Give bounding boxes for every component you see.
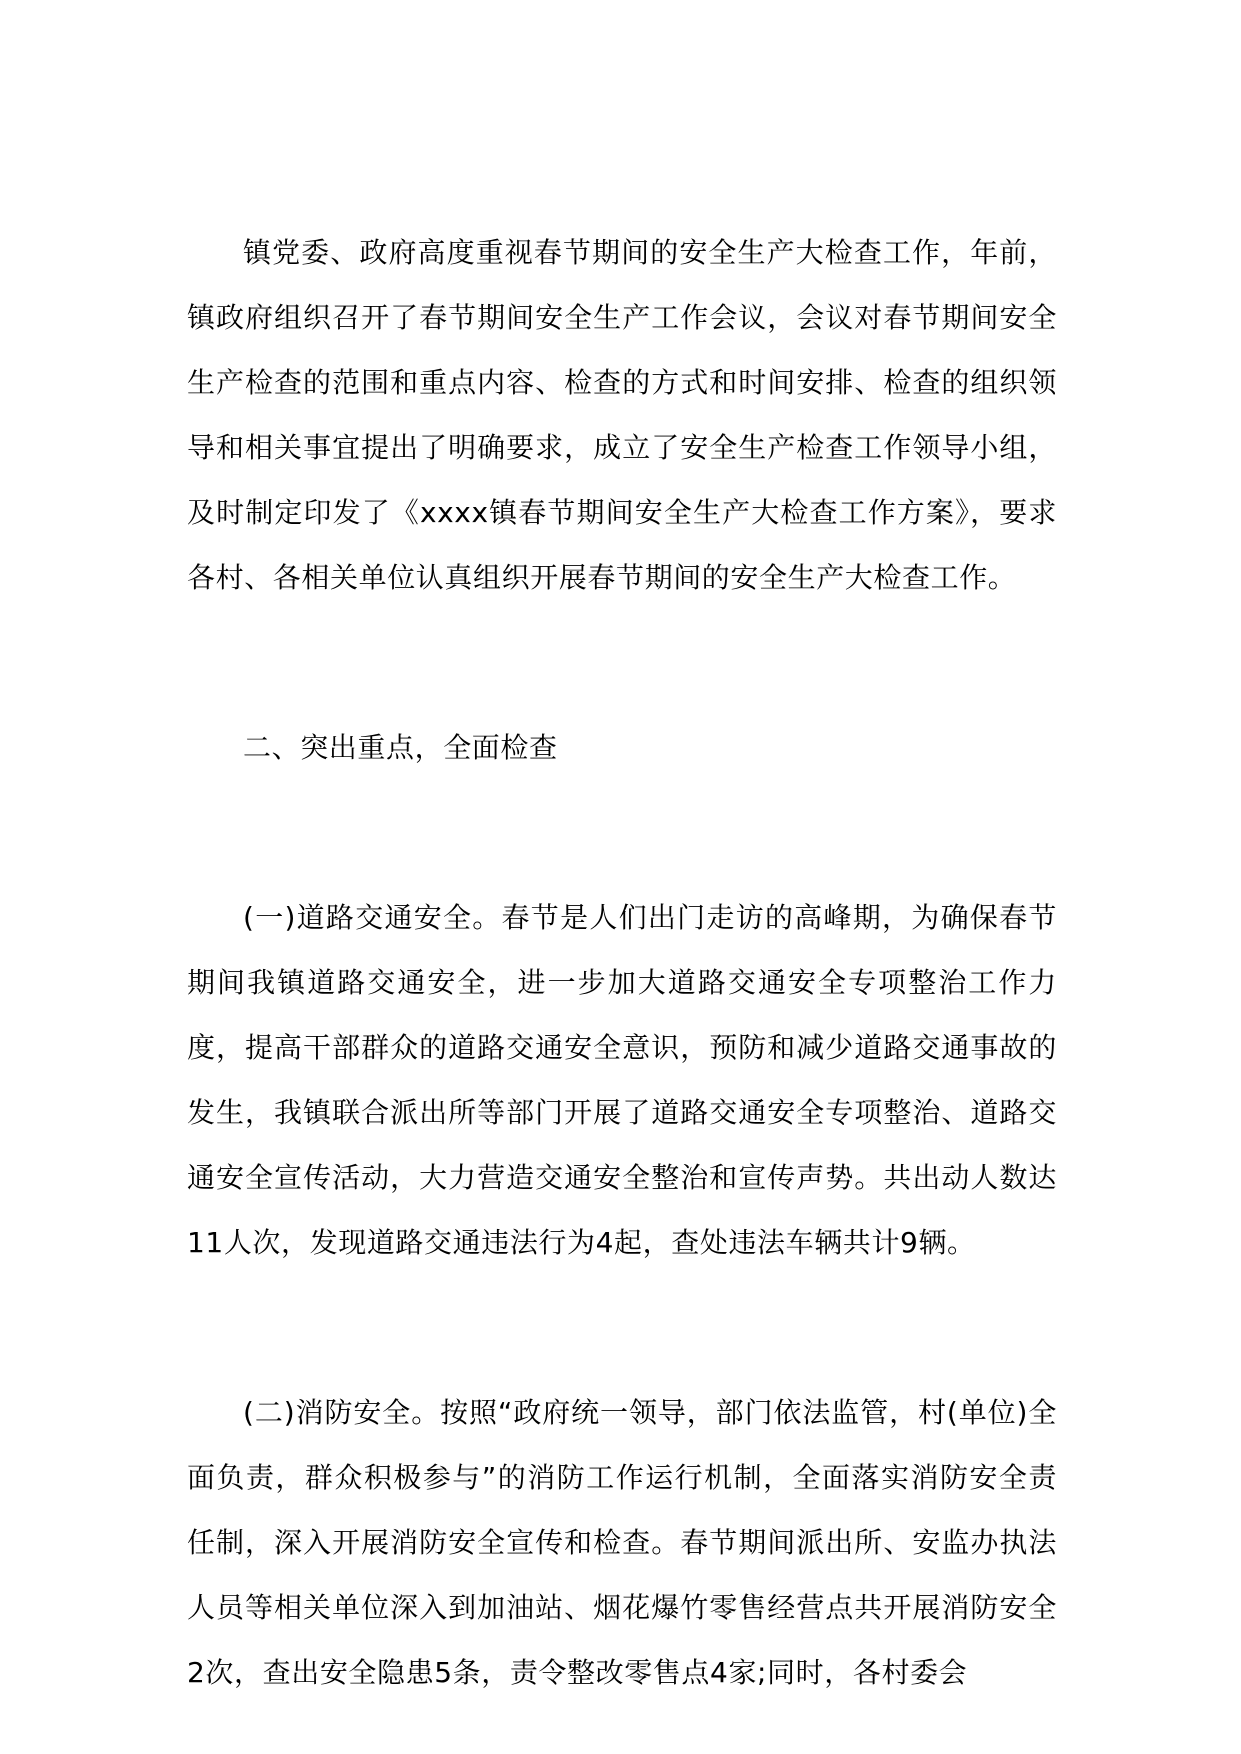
document-body	[187, 220, 1057, 1705]
paragraph-safety-inspection-intro: 镇党委、政府高度重视春节期间的安全生产大检查工作，年前，镇政府组织召开了春节期间安全生产工作会议，会议对春节期间安全生产检查的范围和重点内容、检查的方式和时间安排、检查的组织领导和相关事宜提出了明确要求，成立了安全生产检查工作领导小组，及时制定印发了《xxxx镇春节期间安全生产大检查工作方案》，要求各村、各相关单位认真组织开展春节期间的安全生产大检查工作。	[187, 236, 1057, 594]
paragraph-fire-safety: (二)消防安全。按照“政府统一领导，部门依法监管，村(单位)全面负责，群众积极参与”的消防工作运行机制，全面落实消防安全责任制，深入开展消防安全宣传和检查。春节期间派出所、安监办执法人员等相关单位深入到加油站、烟花爆竹零售经营点共开展消防安全2次，查出安全隐患5条，责令整改零售点4家;同时，各村委会	[187, 1396, 1057, 1689]
paragraph-spacer	[187, 610, 1057, 715]
section-heading-key-inspection: 二、突出重点，全面检查	[243, 731, 558, 764]
paragraph-spacer	[187, 1275, 1057, 1380]
paragraph-road-traffic-safety: (一)道路交通安全。春节是人们出门走访的高峰期，为确保春节期间我镇道路交通安全，进一步加大道路交通安全专项整治工作力度，提高干部群众的道路交通安全意识，预防和减少道路交通事故的发生，我镇联合派出所等部门开展了道路交通安全专项整治、道路交通安全宣传活动，大力营造交通安全整治和宣传声势。共出动人数达11人次，发现道路交通违法行为4起，查处违法车辆共计9辆。	[187, 901, 1057, 1259]
paragraph-spacer	[187, 780, 1057, 885]
